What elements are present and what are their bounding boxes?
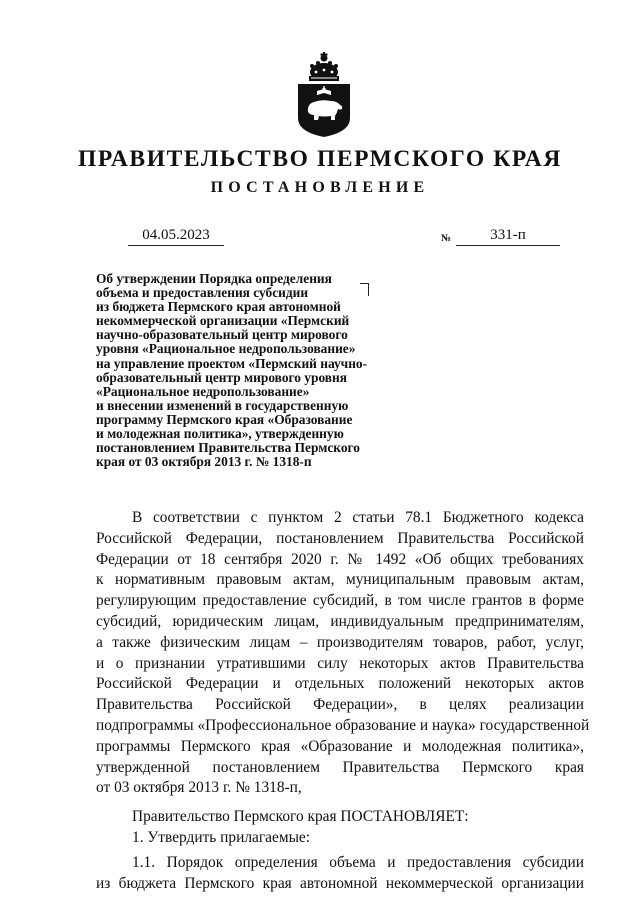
document-number: 331-п (456, 227, 560, 246)
body-line: утвержденной постановлением Правительства Пермского края (96, 758, 584, 776)
subject-line: уровня «Рациональное недропользование» (96, 341, 356, 357)
body-line: подпрограммы «Профессиональное образование и наука» государственной (96, 716, 590, 734)
body-line: а также физическим лицам – производителям товаров, работ, услуг, (96, 633, 584, 651)
body-line: субсидий, юридическим лицам, индивидуальным предпринимателям, (96, 612, 584, 630)
coat-of-arms-emblem (294, 50, 354, 138)
body-line: от 03 октября 2013 г. № 1318-п, (96, 779, 302, 797)
body-line: и о признании утратившими силу некоторых актов Правительства (96, 654, 584, 672)
body-line: к нормативным правовым актам, муниципальным правовым актам, (96, 571, 584, 589)
subject-line: постановлением Правительства Пермского (96, 440, 360, 456)
subject-line: Об утверждении Порядка определения (96, 271, 332, 286)
subject-line: некоммерческой организации «Пермский (96, 313, 350, 329)
body-line: Правительства Российской Федерации», в целях реализации (96, 696, 584, 714)
item-1-1-line: из бюджета Пермского края автономной некоммерческой организации (96, 874, 584, 892)
document-subject (96, 272, 416, 469)
number-sign: № (441, 233, 452, 244)
body-line: Российской Федерации и отдельных положений некоторых актов (96, 675, 584, 693)
item-1: 1. Утвердить прилагаемые: (132, 828, 311, 846)
preamble-paragraph (96, 508, 590, 799)
subject-line: образовательный центр мирового уровня (96, 369, 348, 385)
subject-line: края от 03 октября 2013 г. № 1318-п (96, 454, 312, 470)
body-line: В соответствии с пунктом 2 статьи 78.1 Бюджетного кодекса (132, 509, 584, 526)
body-line: Российской Федерации, постановлением Правительства Российской (96, 529, 584, 547)
body-line: Федерации от 18 сентября 2020 г. № 1492 «Об общих требованиях (96, 550, 584, 568)
subject-line: объема и предоставления субсидии (96, 285, 309, 301)
body-line: программы Пермского края «Образование и молодежная политика», (96, 737, 584, 755)
document-type: ПОСТАНОВЛЕНИЕ (210, 179, 430, 196)
subject-line: из бюджета Пермского края автономной (96, 299, 341, 315)
subject-line: научно-образовательный центр мирового (96, 327, 348, 343)
subject-line: и внесении изменений в государственную (96, 397, 349, 413)
government-title: ПРАВИТЕЛЬСТВО ПЕРМСКОГО КРАЯ (78, 146, 562, 172)
subject-line: программу Пермского края «Образование (96, 411, 353, 427)
item-1-1-line: 1.1. Порядок определения объема и предоставления субсидии (132, 853, 584, 871)
subject-line: «Рациональное недропользование» (96, 383, 310, 399)
subject-line: и молодежная политика», утвержденную (96, 426, 344, 442)
resolves-line: Правительство Пермского края ПОСТАНОВЛЯЕТ: (132, 808, 469, 826)
body-line: регулирующим предоставление субсидий, в том числе грантов в форме (96, 592, 584, 610)
subject-line: на управление проектом «Пермский научно- (96, 355, 368, 371)
document-date: 04.05.2023 (128, 227, 224, 246)
document-body (96, 508, 590, 894)
